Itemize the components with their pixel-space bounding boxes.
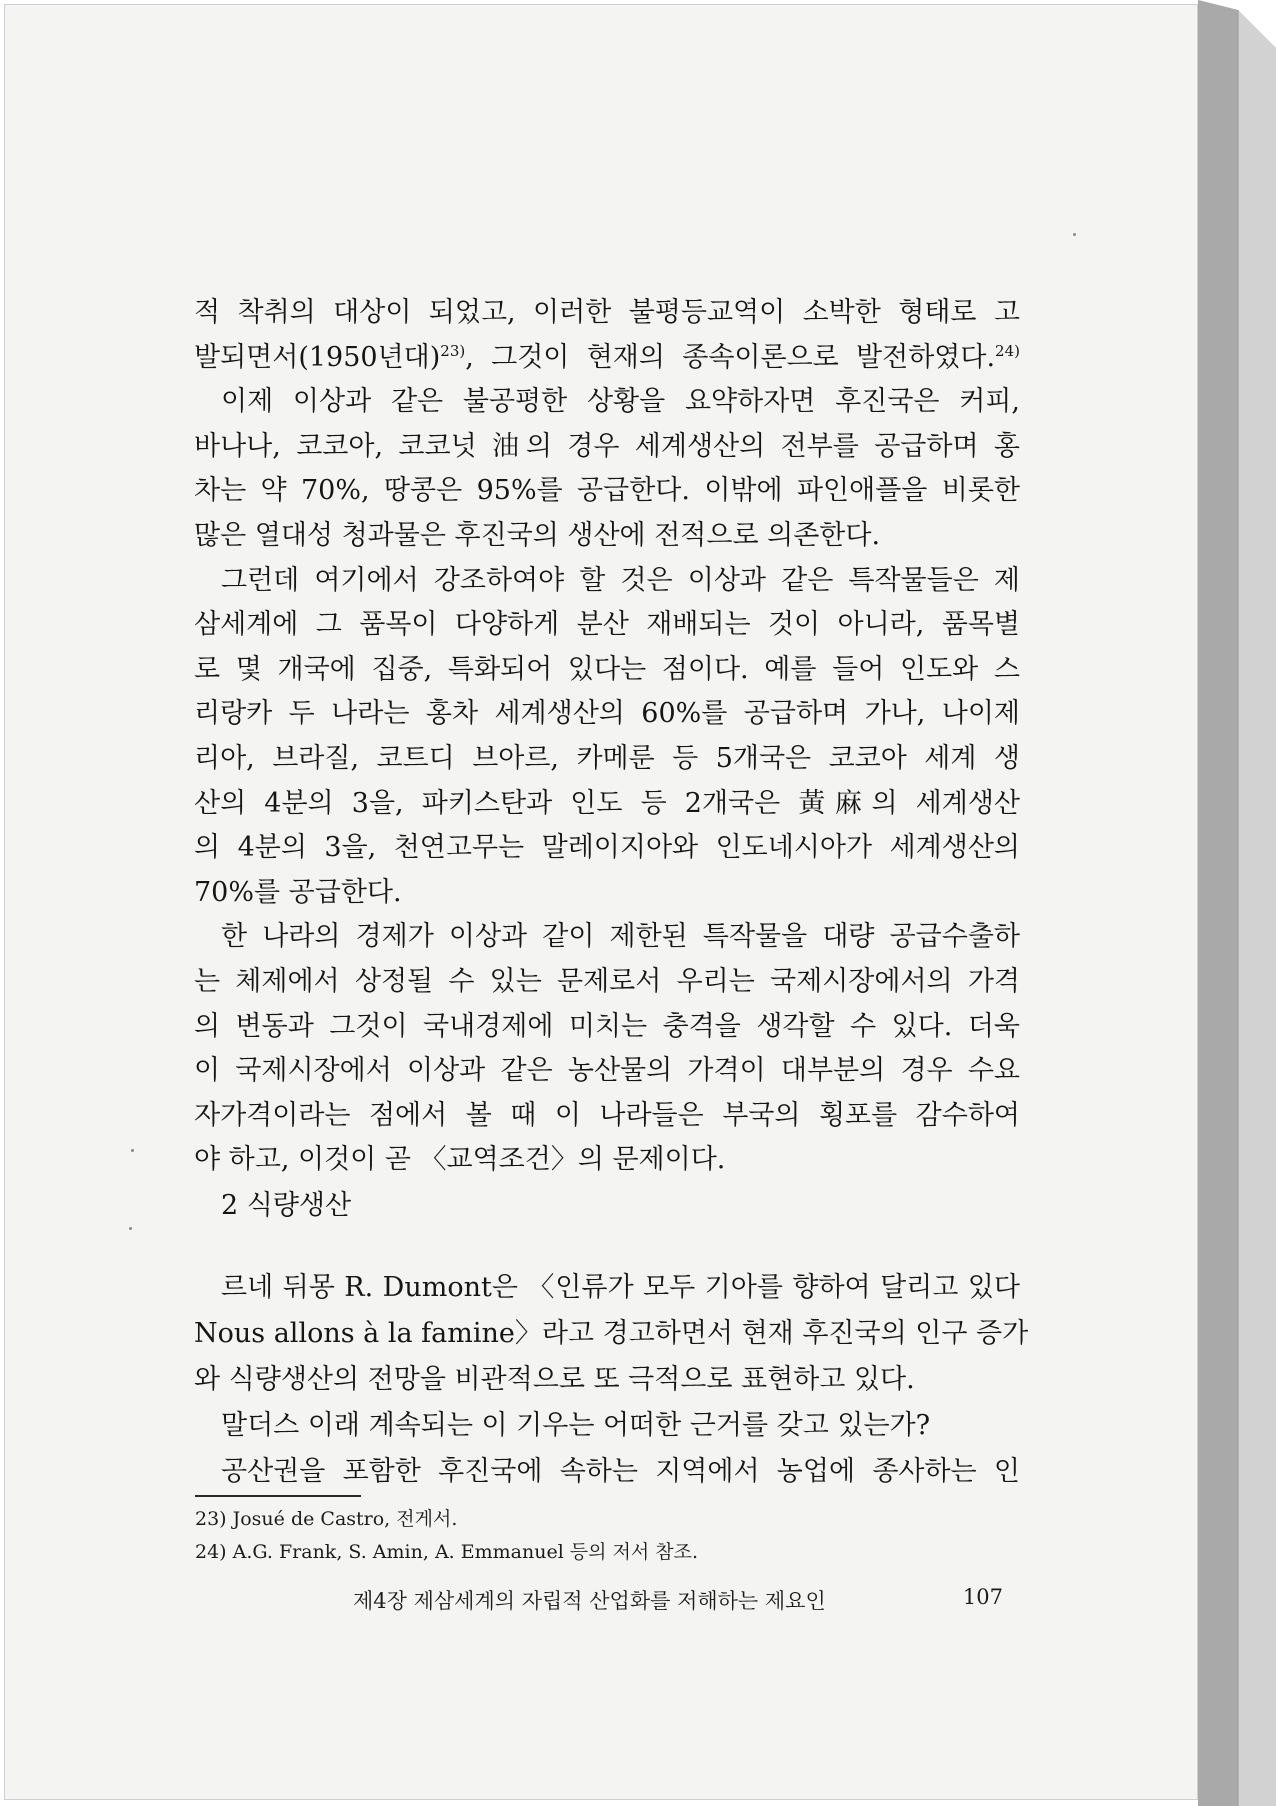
page-number: 107: [962, 1585, 1003, 1609]
book-edge: [1198, 0, 1276, 1806]
footnote-divider: [195, 1495, 361, 1497]
footnotes: [195, 1503, 698, 1569]
text-line: Nous allons à la famine〉라고 경고하면서 현재 후진국의 인구 증가: [194, 1318, 1029, 1349]
footnote-24: 24) A.G. Frank, S. Amin, A. Emmanuel 등의 저서 참조.: [195, 1541, 699, 1563]
text-line: 이제 이상과 같은 불공평한 상황을 요약하자면 후진국은 커피,: [221, 386, 1020, 418]
text-line: 리아, 브라질, 코트디 브아르, 카메룬 등 5개국은 코코아 세계 생: [194, 742, 1020, 774]
footnote-23: 23) Josué de Castro, 전게서.: [195, 1508, 458, 1530]
text-line: 70%를 공급한다.: [194, 876, 402, 908]
text-line: 많은 열대성 청과물은 후진국의 생산에 전적으로 의존한다.: [194, 519, 881, 551]
text-line: 삼세계에 그 품목이 다양하게 분산 재배되는 것이 아니라, 품목별: [194, 609, 1020, 641]
section-body-text: [194, 1265, 1029, 1495]
scan-speck: [1073, 233, 1076, 236]
running-title: 제4장 제삼세계의 자립적 산업화를 저해하는 제요인: [353, 1589, 826, 1613]
text-line: 바나나, 코코아, 코코넛 油의 경우 세계생산의 전부를 공급하며 홍: [194, 430, 1020, 462]
text-line: 산의 4분의 3을, 파키스탄과 인도 등 2개국은 黃麻의 세계생산: [194, 787, 1020, 819]
text-line: 말더스 이래 계속되는 이 기우는 어떠한 근거를 갖고 있는가?: [221, 1410, 931, 1441]
text-line: 발되면서(1950년대)$^{23)}$, 그것이 현재의 종속이론으로 발전하였다.$^{24)}$: [194, 341, 1020, 373]
text-line: 이 국제시장에서 이상과 같은 농산물의 가격이 대부분의 경우 수요: [194, 1055, 1020, 1087]
text-line: 와 식량생산의 전망을 비관적으로 또 극적으로 표현하고 있다.: [194, 1364, 915, 1395]
text-line: 의 변동과 그것이 국내경제에 미치는 충격을 생각할 수 있다. 더욱: [194, 1010, 1020, 1042]
footnote-ref-24: 24): [995, 341, 1020, 360]
scan-speck: [131, 1149, 134, 1152]
text-line: 적 착취의 대상이 되었고, 이러한 불평등교역이 소박한 형태로 고: [194, 297, 1020, 328]
text-line: 한 나라의 경제가 이상과 같이 제한된 특작물을 대량 공급수출하: [221, 921, 1020, 953]
footnote-ref-23: 23): [440, 341, 466, 360]
scan-speck: [129, 1227, 132, 1230]
text-line: 로 몇 개국에 집중, 특화되어 있다는 점이다. 예를 들어 인도와 스: [194, 653, 1020, 685]
book-page: [4, 4, 1198, 1800]
text-line: 는 체제에서 상정될 수 있는 문제로서 우리는 국제시장에서의 가격: [194, 965, 1020, 997]
text-line: 리랑카 두 나라는 홍차 세계생산의 60%를 공급하며 가나, 나이제: [194, 698, 1020, 730]
body-text: [194, 291, 1020, 1183]
running-footer: [353, 1585, 1003, 1615]
text-line: 르네 뒤몽 R. Dumont은 〈인류가 모두 기아를 향하여 달리고 있다: [221, 1272, 1020, 1303]
section-heading: 2 식량생산: [221, 1190, 352, 1221]
text-line: 차는 약 70%, 땅콩은 95%를 공급한다. 이밖에 파인애플을 비롯한: [194, 475, 1020, 507]
text-line: 야 하고, 이것이 곧 〈교역조건〉의 문제이다.: [194, 1144, 726, 1176]
text-line: 공산권을 포함한 후진국에 속하는 지역에서 농업에 종사하는 인: [221, 1456, 1020, 1487]
text-line: 자가격이라는 점에서 볼 때 이 나라들은 부국의 횡포를 감수하여: [194, 1099, 1020, 1131]
text-line: 그런데 여기에서 강조하여야 할 것은 이상과 같은 특작물들은 제: [221, 564, 1020, 596]
text-line: 의 4분의 3을, 천연고무는 말레이지아와 인도네시아가 세계생산의: [194, 832, 1020, 864]
